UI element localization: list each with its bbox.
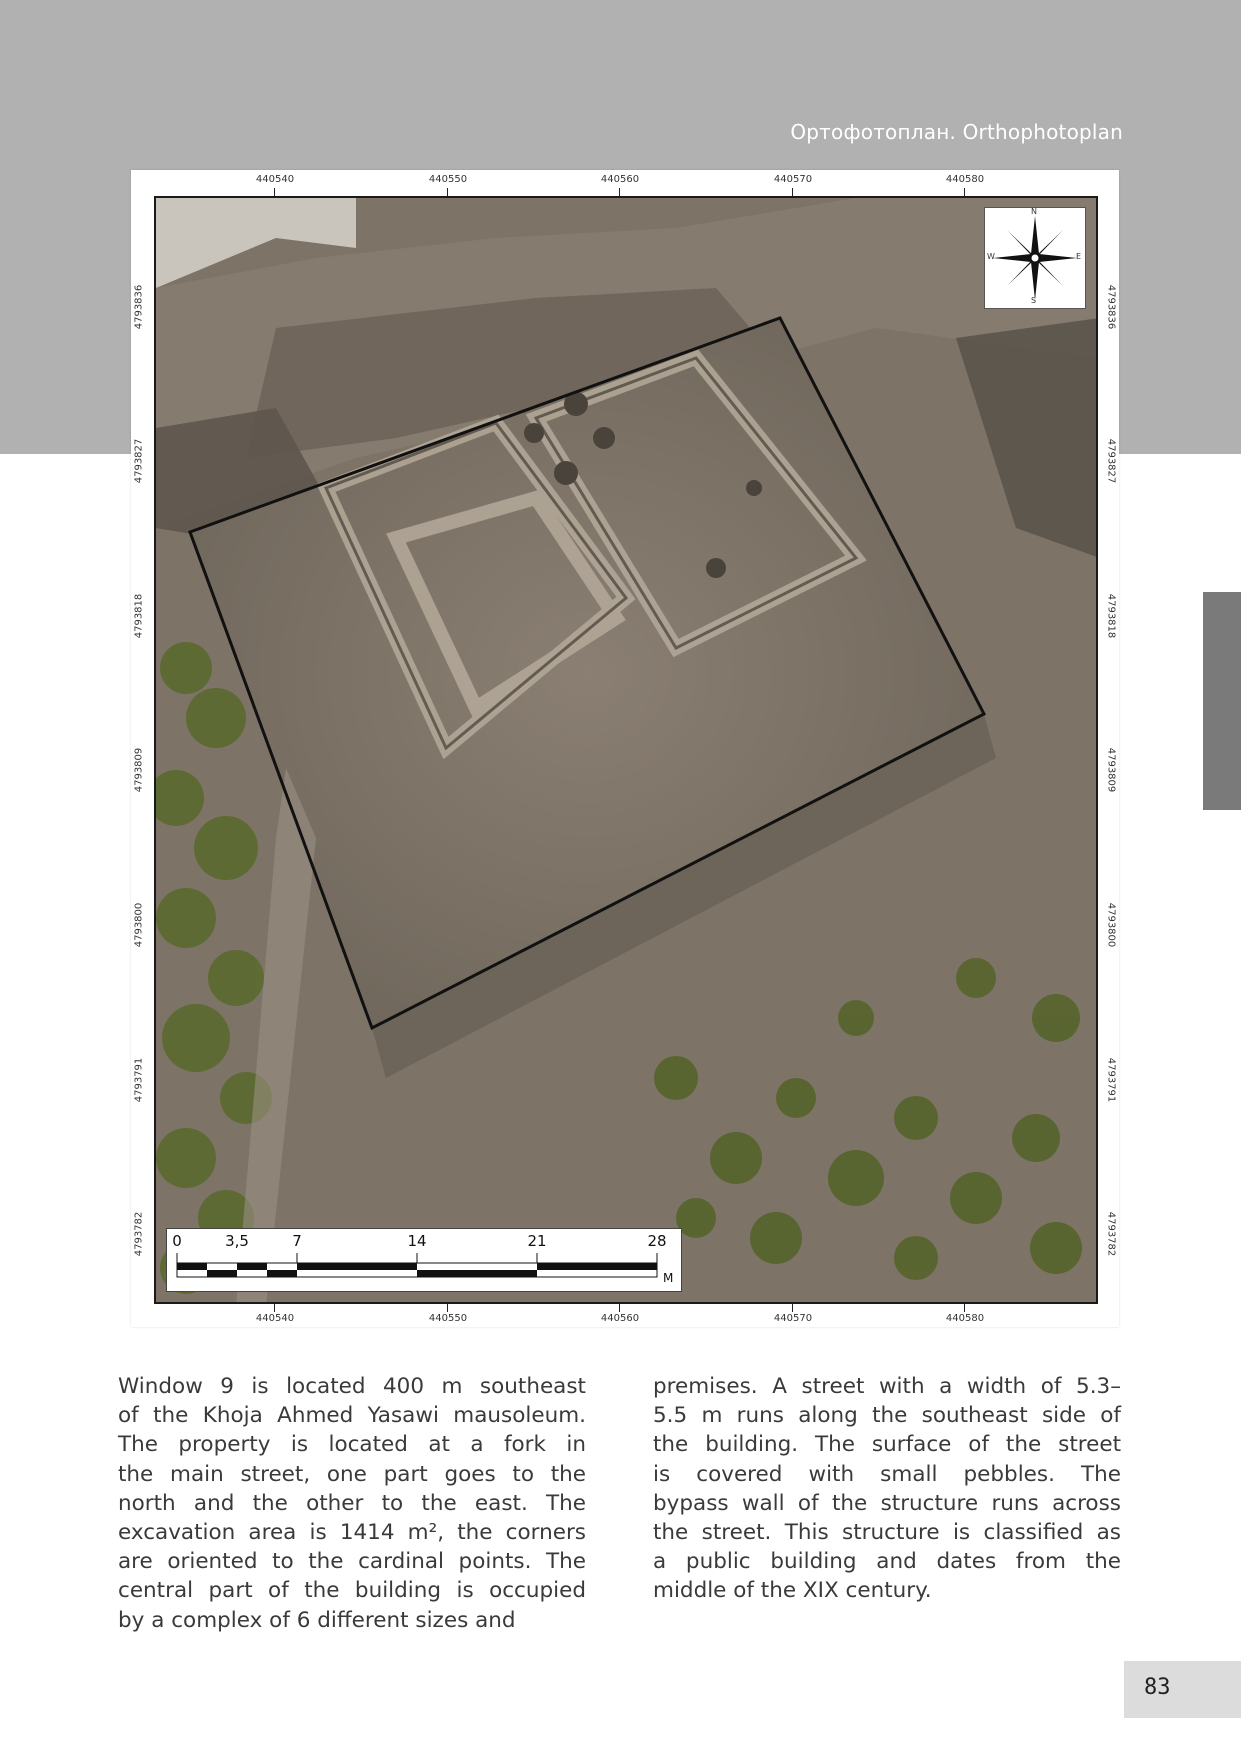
x-coordinate-top: 440560 bbox=[600, 174, 640, 185]
text-line: bypass wall of the structure runs across bbox=[653, 1490, 1121, 1516]
side-section-tab bbox=[1203, 592, 1241, 810]
body-text-right-column bbox=[653, 1372, 1121, 1606]
y-coordinate-left: 4793818 bbox=[133, 593, 145, 639]
y-coordinate-right: 4793800 bbox=[1105, 902, 1117, 948]
y-coordinate-left: 4793791 bbox=[133, 1057, 145, 1103]
text-line: is covered with small pebbles. The bbox=[653, 1461, 1121, 1487]
x-coordinate-top: 440570 bbox=[773, 174, 813, 185]
scale-label: 0 bbox=[172, 1232, 182, 1250]
y-coordinate-left: 4793800 bbox=[133, 902, 145, 948]
text-line: premises. A street with a width of 5.3– bbox=[653, 1374, 1121, 1399]
north-arrow-box bbox=[984, 207, 1086, 309]
x-coordinate-bottom: 440550 bbox=[428, 1313, 468, 1324]
compass-north-label: N bbox=[1031, 207, 1037, 216]
text-line: a public building and dates from the bbox=[653, 1549, 1121, 1575]
y-coordinate-left: 4793836 bbox=[133, 284, 145, 330]
orthophoto-image bbox=[156, 198, 1098, 1304]
compass-south-label: S bbox=[1031, 296, 1037, 305]
y-coordinate-right: 4793818 bbox=[1105, 593, 1117, 639]
scale-bar-graphic bbox=[167, 1229, 681, 1291]
scale-bar bbox=[166, 1228, 682, 1292]
aerial-orthophoto bbox=[154, 196, 1098, 1304]
page-number-box bbox=[1124, 1661, 1241, 1718]
y-coordinate-right: 4793836 bbox=[1105, 284, 1117, 330]
x-coordinate-bottom: 440560 bbox=[600, 1313, 640, 1324]
x-coordinate-bottom: 440570 bbox=[773, 1313, 813, 1324]
text-line: excavation area is 1414 m², the corners bbox=[118, 1520, 586, 1546]
scale-label: 21 bbox=[527, 1232, 547, 1250]
x-coordinate-top: 440580 bbox=[945, 174, 985, 185]
grid-tick bbox=[619, 188, 620, 196]
text-line: middle of the XIX century. bbox=[653, 1578, 932, 1604]
scale-label: 28 bbox=[647, 1232, 667, 1250]
scale-label: 3,5 bbox=[225, 1232, 249, 1250]
y-coordinate-left: 4793809 bbox=[133, 747, 145, 793]
text-line: the main street, one part goes to the bbox=[118, 1461, 586, 1487]
y-coordinate-right: 4793782 bbox=[1105, 1211, 1117, 1257]
y-coordinate-right: 4793809 bbox=[1105, 747, 1117, 793]
y-coordinate-right: 4793827 bbox=[1105, 438, 1117, 484]
grid-tick bbox=[964, 188, 965, 196]
y-coordinate-left: 4793782 bbox=[133, 1211, 145, 1257]
x-coordinate-bottom: 440540 bbox=[255, 1313, 295, 1324]
text-line: north and the other to the east. The bbox=[118, 1490, 586, 1516]
x-coordinate-top: 440550 bbox=[428, 174, 468, 185]
page-number: 83 bbox=[1144, 1675, 1171, 1700]
y-coordinate-left: 4793827 bbox=[133, 438, 145, 484]
grid-tick bbox=[274, 188, 275, 196]
scale-label: 7 bbox=[292, 1232, 302, 1250]
scale-label: 14 bbox=[407, 1232, 427, 1250]
text-line: by a complex of 6 different sizes and bbox=[118, 1607, 516, 1633]
figure-caption: Ортофотоплан. Orthophotoplan bbox=[790, 120, 1123, 144]
grid-tick bbox=[964, 1304, 965, 1312]
compass-rose-icon bbox=[985, 208, 1085, 308]
x-coordinate-top: 440540 bbox=[255, 174, 295, 185]
x-coordinate-bottom: 440580 bbox=[945, 1313, 985, 1324]
text-line: central part of the building is occupied bbox=[118, 1578, 586, 1604]
grid-tick bbox=[274, 1304, 275, 1312]
text-line: the street. This structure is classified as bbox=[653, 1520, 1121, 1546]
compass-west-label: W bbox=[987, 252, 995, 261]
text-line: The property is located at a fork in bbox=[118, 1432, 586, 1458]
scale-unit: M bbox=[663, 1271, 674, 1285]
text-line: 5.5 m runs along the southeast side of bbox=[653, 1403, 1121, 1429]
grid-tick bbox=[792, 188, 793, 196]
grid-tick bbox=[447, 188, 448, 196]
text-line: of the Khoja Ahmed Yasawi mausoleum. bbox=[118, 1403, 586, 1429]
body-text-left-column bbox=[118, 1372, 586, 1635]
y-coordinate-right: 4793791 bbox=[1105, 1057, 1117, 1103]
grid-tick bbox=[792, 1304, 793, 1312]
grid-tick bbox=[619, 1304, 620, 1312]
text-line: Window 9 is located 400 m southeast bbox=[118, 1374, 586, 1399]
text-line: the building. The surface of the street bbox=[653, 1432, 1121, 1458]
grid-tick bbox=[447, 1304, 448, 1312]
text-line: are oriented to the cardinal points. The bbox=[118, 1549, 586, 1575]
compass-east-label: E bbox=[1076, 252, 1082, 261]
